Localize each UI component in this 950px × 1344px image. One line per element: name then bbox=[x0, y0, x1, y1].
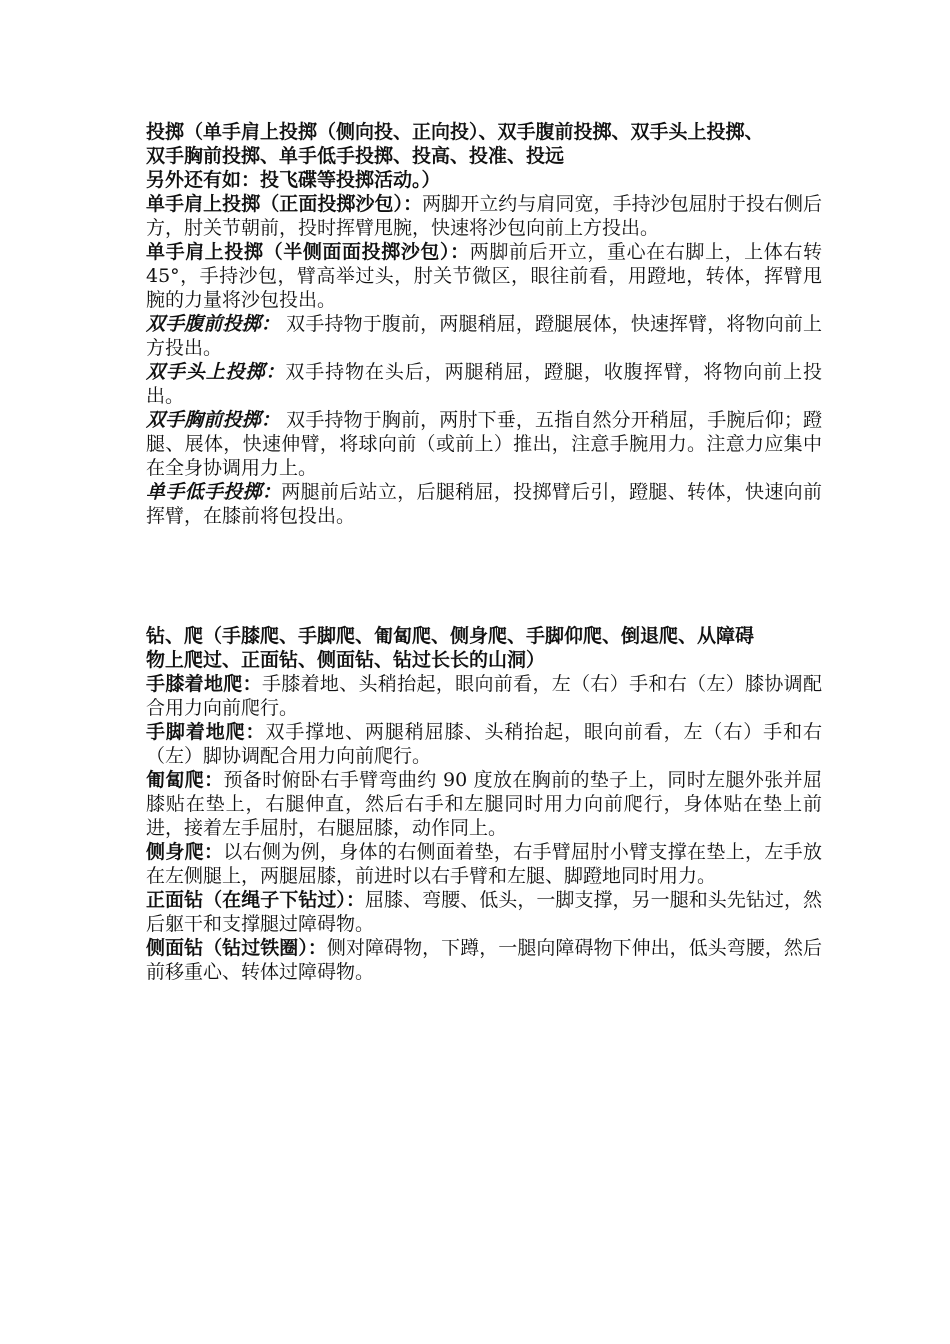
item-text: 屈膝、弯腰、低头，一脚支撑，另一腿和头先钻过，然后躯干和支撑腿过障碍物。 bbox=[146, 889, 822, 935]
item-label: 双手腹前投掷： bbox=[146, 313, 280, 335]
item-label: 侧面钻（钻过铁圈）： bbox=[146, 937, 327, 959]
item-text: 双手撑地、两腿稍屈膝、头稍抬起，眼向前看，左（右）手和右（左）脚协调配合用力向前爬行。 bbox=[146, 721, 822, 767]
item-text: 预备时俯卧右手臂弯曲约 90 度放在胸前的垫子上，同时左腿外张并屈膝贴在垫上，右腿伸直，然后右手和左腿同时用力向前爬行，身体贴在垫上前进，接着左手屈肘，右腿屈膝，动作同上。 bbox=[146, 769, 822, 839]
item-label: 双手头上投掷： bbox=[146, 361, 286, 383]
item-text: 两脚开立约与肩同宽，手持沙包屈肘于投右侧后方，肘关节朝前，投时挥臂甩腕，快速将沙包向前上方投出。 bbox=[146, 193, 822, 239]
crawling-heading-line-1: 钻、爬（手膝爬、手脚爬、匍匐爬、侧身爬、手脚仰爬、倒退爬、从障碍 bbox=[146, 625, 755, 647]
crawling-item-front-duck bbox=[146, 888, 822, 936]
item-label: 单手低手投掷： bbox=[146, 481, 282, 503]
item-label: 手膝着地爬： bbox=[146, 673, 262, 695]
crawling-item-hands-feet bbox=[146, 720, 822, 768]
throwing-extra-note: 另外还有如：投飞碟等投掷活动。） bbox=[146, 169, 441, 191]
item-label: 正面钻（在绳子下钻过）： bbox=[146, 889, 366, 911]
document-page bbox=[146, 120, 822, 984]
item-text: 双手持物在头后，两腿稍屈，蹬腿，收腹挥臂，将物向前上投出。 bbox=[146, 361, 822, 407]
item-label: 匍匐爬： bbox=[146, 769, 224, 791]
item-label: 双手胸前投掷： bbox=[146, 409, 280, 431]
throwing-heading-line-2: 双手胸前投掷、单手低手投掷、投高、投准、投远 bbox=[146, 145, 565, 167]
crawling-item-side-duck bbox=[146, 936, 822, 984]
item-label: 单手肩上投掷（正面投掷沙包）： bbox=[146, 193, 423, 215]
item-text: 双手持物于腹前，两腿稍屈，蹬腿展体，快速挥臂，将物向前上方投出。 bbox=[146, 313, 822, 359]
crawling-section bbox=[146, 624, 822, 984]
item-label: 手脚着地爬： bbox=[146, 721, 266, 743]
item-text: 两腿前后站立，后腿稍屈，投掷臂后引，蹬腿、转体，快速向前挥臂，在膝前将包投出。 bbox=[146, 481, 822, 527]
crawling-item-creeping bbox=[146, 768, 822, 840]
crawling-item-sideways bbox=[146, 840, 822, 888]
throwing-item-two-hand-overhead bbox=[146, 360, 822, 408]
crawling-item-hands-knees bbox=[146, 672, 822, 720]
item-label: 单手肩上投掷（半侧面面投掷沙包）： bbox=[146, 241, 470, 263]
crawling-heading-line-2: 物上爬过、正面钻、侧面钻、钻过长长的山洞） bbox=[146, 649, 546, 671]
throwing-item-overhand-side bbox=[146, 240, 822, 312]
item-text: 侧对障碍物，下蹲，一腿向障碍物下伸出，低头弯腰，然后前移重心、转体过障碍物。 bbox=[146, 937, 822, 983]
item-text: 手膝着地、头稍抬起，眼向前看，左（右）手和右（左）膝协调配合用力向前爬行。 bbox=[146, 673, 822, 719]
item-text: 两脚前后开立，重心在右脚上，上体右转 45°，手持沙包，臂高举过头，肘关节微区，眼往前看，用蹬地，转体，挥臂甩腕的力量将沙包投出。 bbox=[146, 241, 822, 311]
item-text: 以右侧为例，身体的右侧面着垫，右手臂屈肘小臂支撑在垫上，左手放在左侧腿上，两腿屈膝，前进时以右手臂和左腿、脚蹬地同时用力。 bbox=[146, 841, 822, 887]
item-text: 双手持物于胸前，两肘下垂，五指自然分开稍屈，手腕后仰；蹬腿、展体，快速伸臂，将球向前（或前上）推出，注意手腕用力。注意力应集中在全身协调用力上。 bbox=[146, 409, 822, 479]
throwing-item-overhand-front bbox=[146, 192, 822, 240]
throwing-section bbox=[146, 120, 822, 528]
item-label: 侧身爬： bbox=[146, 841, 224, 863]
throwing-item-two-hand-chest bbox=[146, 408, 822, 480]
throwing-heading-line-1: 投掷（单手肩上投掷（侧向投、正向投）、双手腹前投掷、双手头上投掷、 bbox=[146, 121, 764, 143]
throwing-item-underhand bbox=[146, 480, 822, 528]
throwing-item-two-hand-waist bbox=[146, 312, 822, 360]
